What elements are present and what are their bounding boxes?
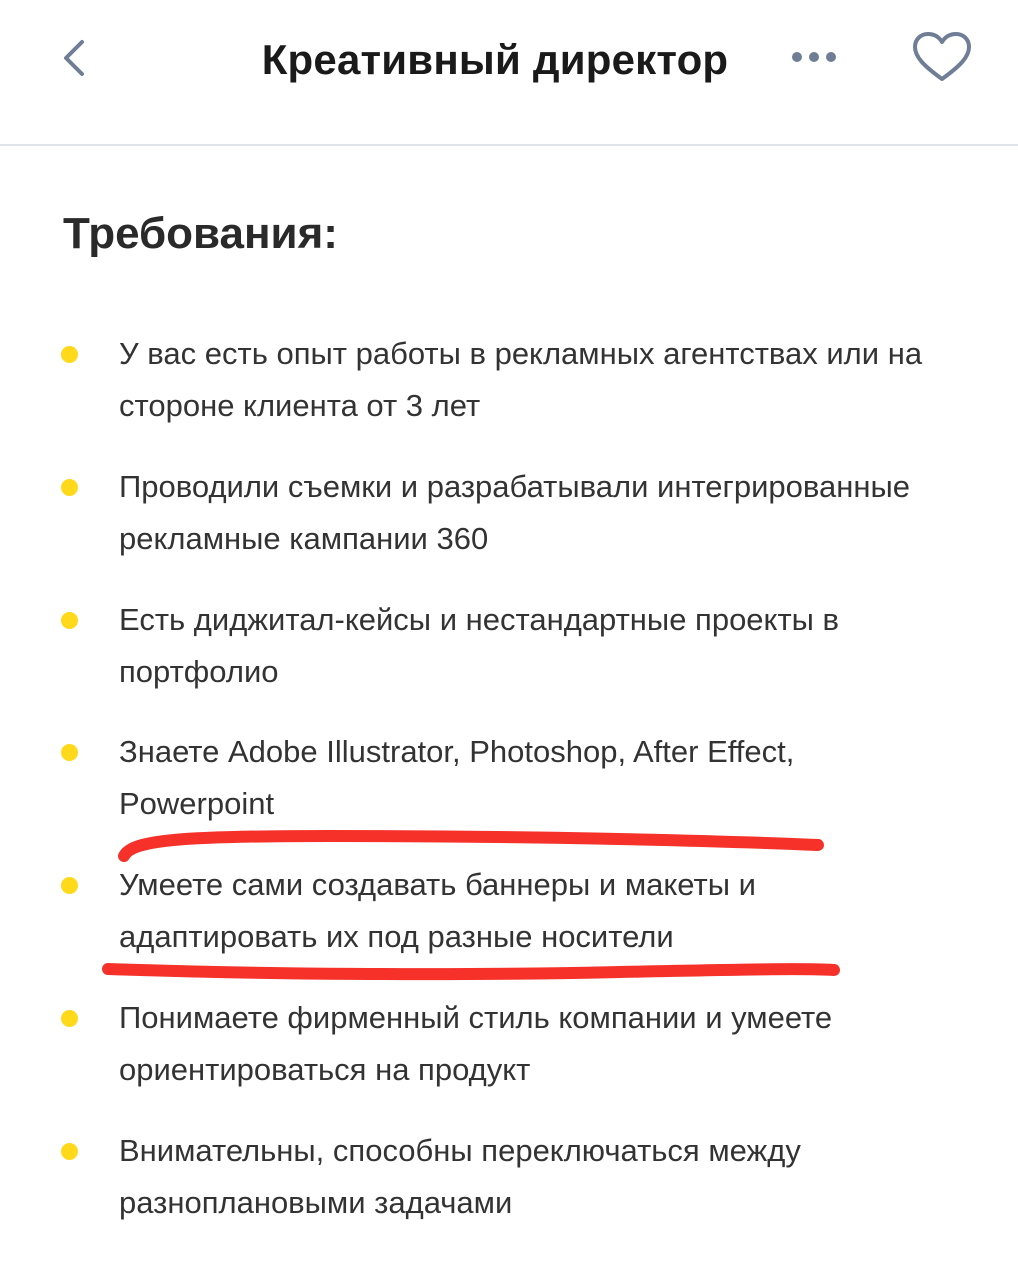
app-header [0,0,1018,146]
back-button[interactable] [52,30,100,86]
chevron-left-icon [52,30,100,86]
bullet-icon [61,877,78,894]
bullet-icon [61,1010,78,1027]
requirement-text: Есть диджитал-кейсы и нестандартные проекты в портфолио [119,602,840,689]
requirement-text: Умеете сами создавать баннеры и макеты и адаптировать их под разные носители [119,867,756,954]
requirement-text: У вас есть опыт работы в рекламных агентствах или на стороне клиента от 3 лет [119,336,923,423]
page-title: Креативный директор [261,36,729,83]
bullet-icon [61,479,78,496]
requirement-text: Проводили съемки и разрабатывали интегрированные рекламные кампании 360 [119,469,910,556]
favorite-button[interactable] [910,30,974,86]
requirement-text: Внимательны, способны переключаться между разноплановыми задачами [119,1133,801,1220]
bullet-icon [61,1143,78,1160]
more-dots-icon [786,44,842,70]
bullet-icon [61,744,78,761]
requirements-heading: Требования: [63,209,338,258]
bullet-icon [61,346,78,363]
requirement-text: Понимаете фирменный стиль компании и умеете ориентироваться на продукт [119,1000,833,1087]
requirement-text: Знаете Adobe Illustrator, Photoshop, After Effect, Powerpoint [119,734,795,821]
bullet-icon [61,612,78,629]
heart-outline-icon [910,30,974,86]
more-options-button[interactable] [786,44,842,70]
